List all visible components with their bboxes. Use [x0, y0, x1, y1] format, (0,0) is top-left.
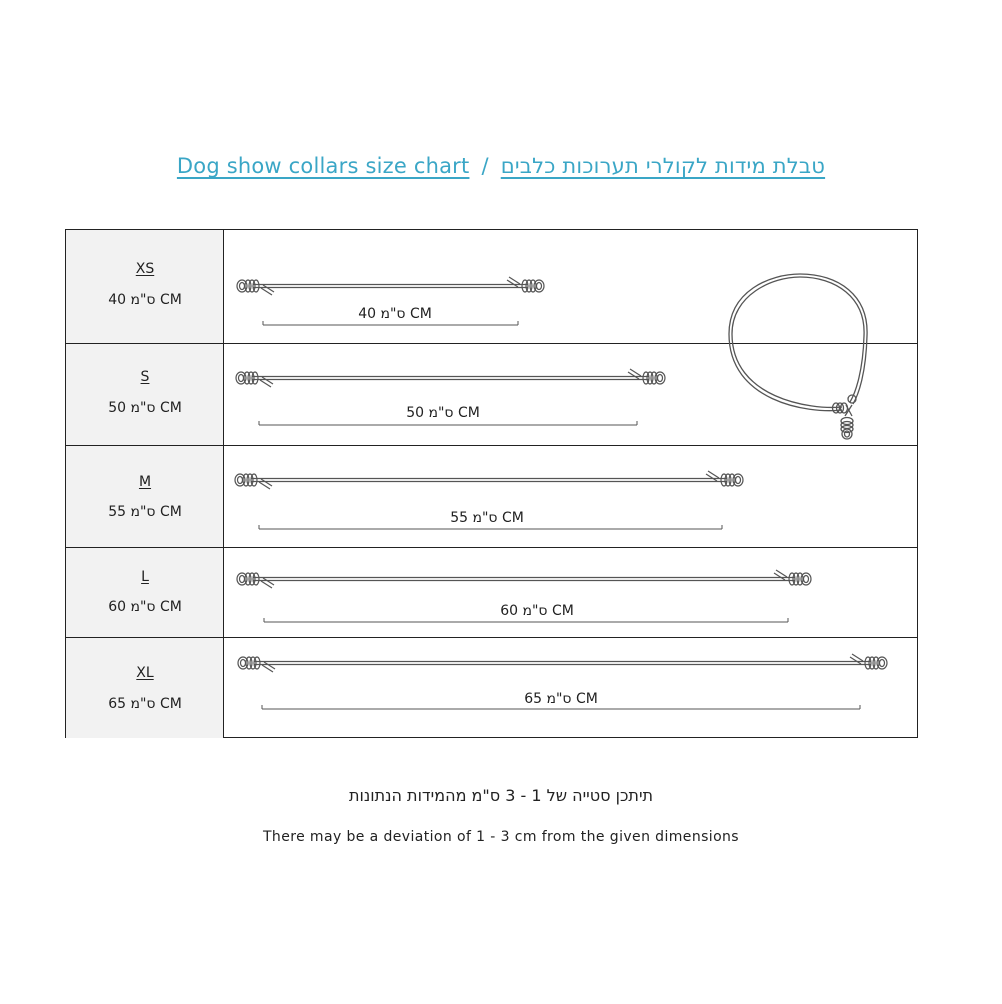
deviation-note-english: There may be a deviation of 1 - 3 cm from the given dimensions [262, 829, 740, 845]
size-label-cell [66, 548, 224, 638]
size-label-cell [66, 344, 224, 446]
size-name: M [138, 474, 152, 490]
size-name: XS [135, 261, 155, 277]
size-length: ס"מ 55 CM [108, 504, 182, 520]
size-chart-table [65, 229, 918, 738]
size-length: ס"מ 60 CM [108, 599, 182, 615]
size-row-m [66, 445, 917, 548]
size-name: XL [136, 665, 154, 681]
dimension-label: ס"מ 60 CM [500, 603, 574, 619]
dimension-line-l [224, 548, 917, 639]
dimension-label: ס"מ 50 CM [406, 405, 480, 421]
dimension-line-m [224, 446, 917, 549]
dimension-line-xl [224, 638, 917, 739]
dimension-label: ס"מ 55 CM [450, 510, 524, 526]
size-row-s [66, 343, 917, 446]
size-length: ס"מ 50 CM [108, 400, 182, 416]
collar-drawing-cell [224, 548, 917, 638]
size-row-l [66, 547, 917, 638]
size-name: S [140, 369, 150, 385]
size-name: L [141, 569, 149, 585]
collar-drawing-cell [224, 446, 917, 548]
title-separator: / [481, 154, 489, 178]
size-label-cell [66, 638, 224, 738]
collar-drawing-cell [224, 230, 917, 344]
collar-drawing-cell [224, 638, 917, 738]
deviation-note-hebrew: תיתכן סטייה של 1 - 3 ס"מ מהמידות הנתונות [348, 786, 654, 805]
size-length: ס"מ 65 CM [108, 696, 182, 712]
dimension-line-s [224, 344, 917, 447]
collar-drawing-cell [224, 344, 917, 446]
size-length: ס"מ 40 CM [108, 292, 182, 308]
page-title [0, 154, 1002, 178]
dimension-line-xs [224, 230, 917, 344]
dimension-label: ס"מ 40 CM [358, 306, 432, 322]
title-english: Dog show collars size chart [176, 154, 470, 178]
size-label-cell [66, 230, 224, 344]
dimension-label: ס"מ 65 CM [524, 691, 598, 707]
title-hebrew: טבלת מידות לקולרי תערוכות כלבים [500, 154, 826, 178]
size-label-cell [66, 446, 224, 548]
size-row-xl [66, 637, 917, 738]
size-row-xs [66, 230, 917, 344]
